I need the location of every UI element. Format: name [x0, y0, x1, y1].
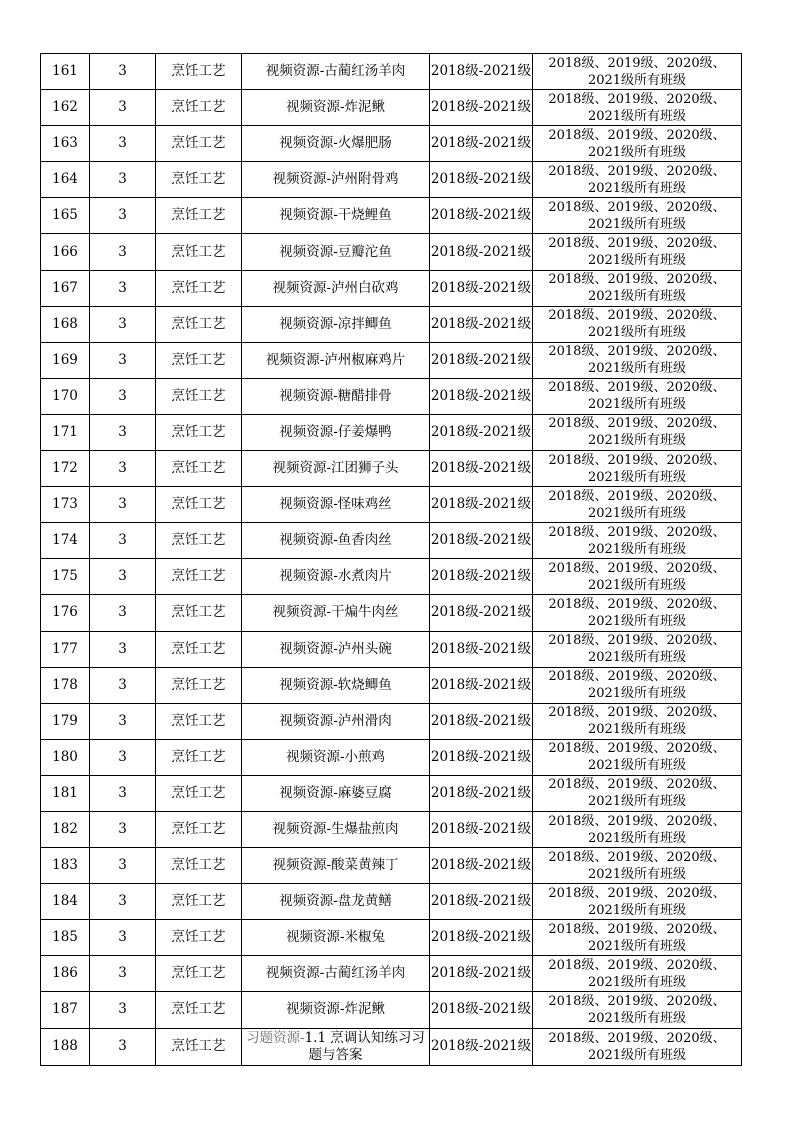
resource-name-cell: 视频资源-水煮肉片: [242, 559, 430, 595]
table-row: [41, 631, 742, 667]
classes-cell: [533, 775, 742, 811]
table-row: [41, 270, 742, 306]
classes-cell: [533, 306, 742, 342]
resource-name-cell: 视频资源-泸州附骨鸡: [242, 162, 430, 198]
table-row: [41, 992, 742, 1028]
grade-range-cell: 2018级-2021级: [430, 270, 533, 306]
classes-line-2: 2021级所有班级: [587, 1010, 687, 1026]
row-number: 181: [41, 775, 90, 811]
credit-cell: 3: [90, 414, 156, 450]
classes-cell: [533, 378, 742, 414]
classes-line-1: 2018级、2019级、2020级、: [548, 741, 726, 757]
credit-cell: 3: [90, 523, 156, 559]
classes-cell: [533, 523, 742, 559]
classes-line-2: 2021级所有班级: [587, 397, 687, 413]
classes-line-2: 2021级所有班级: [587, 289, 687, 305]
classes-line-1: 2018级、2019级、2020级、: [548, 416, 726, 432]
classes-line-2: 2021级所有班级: [587, 144, 687, 160]
row-number: 172: [41, 451, 90, 487]
classes-cell: [533, 703, 742, 739]
classes-cell: [533, 162, 742, 198]
classes-line-1: 2018级、2019级、2020级、: [548, 163, 726, 179]
row-number: 175: [41, 559, 90, 595]
grade-range-cell: 2018级-2021级: [430, 198, 533, 234]
classes-cell: [533, 956, 742, 992]
row-number: 163: [41, 126, 90, 162]
classes-cell: [533, 559, 742, 595]
course-cell: 烹饪工艺: [156, 234, 242, 270]
resource-name-cell: [242, 1028, 430, 1065]
classes-cell: [533, 90, 742, 126]
row-number: 176: [41, 595, 90, 631]
credit-cell: 3: [90, 270, 156, 306]
classes-line-2: 2021级所有班级: [587, 108, 687, 124]
resource-name-cell: 视频资源-酸菜黄辣丁: [242, 848, 430, 884]
credit-cell: 3: [90, 992, 156, 1028]
credit-cell: 3: [90, 739, 156, 775]
table-row: [41, 54, 742, 90]
classes-line-2: 2021级所有班级: [587, 216, 687, 232]
resource-name-cell: 视频资源-怪味鸡丝: [242, 487, 430, 523]
resource-name-cell: 视频资源-糖醋排骨: [242, 378, 430, 414]
course-cell: 烹饪工艺: [156, 775, 242, 811]
resource-name-cell: 视频资源-软烧鲫鱼: [242, 667, 430, 703]
classes-line-1: 2018级、2019级、2020级、: [548, 669, 726, 685]
table-row: [41, 811, 742, 847]
classes-line-2: 2021级所有班级: [587, 650, 687, 666]
grade-range-cell: 2018级-2021级: [430, 523, 533, 559]
course-cell: 烹饪工艺: [156, 90, 242, 126]
classes-cell: [533, 54, 742, 90]
classes-cell: [533, 920, 742, 956]
grade-range-cell: 2018级-2021级: [430, 631, 533, 667]
row-number: 186: [41, 956, 90, 992]
table-row: [41, 884, 742, 920]
table-row: [41, 90, 742, 126]
credit-cell: 3: [90, 667, 156, 703]
row-number: 187: [41, 992, 90, 1028]
course-cell: 烹饪工艺: [156, 306, 242, 342]
grade-range-cell: 2018级-2021级: [430, 811, 533, 847]
table-row: [41, 956, 742, 992]
row-number: 179: [41, 703, 90, 739]
grade-range-cell: 2018级-2021级: [430, 451, 533, 487]
resource-name-cell: 视频资源-泸州白砍鸡: [242, 270, 430, 306]
resource-name-cell: 视频资源-豆瓣沱鱼: [242, 234, 430, 270]
classes-line-1: 2018级、2019级、2020级、: [548, 272, 726, 288]
grade-range-cell: 2018级-2021级: [430, 378, 533, 414]
table-row: [41, 414, 742, 450]
credit-cell: 3: [90, 306, 156, 342]
classes-cell: [533, 234, 742, 270]
table-row: [41, 198, 742, 234]
course-cell: 烹饪工艺: [156, 703, 242, 739]
classes-line-2: 2021级所有班级: [587, 974, 687, 990]
row-number: 184: [41, 884, 90, 920]
classes-cell: [533, 451, 742, 487]
resource-name-cell: 视频资源-生爆盐煎肉: [242, 811, 430, 847]
classes-cell: [533, 270, 742, 306]
classes-line-2: 2021级所有班级: [587, 902, 687, 918]
resource-name-cell: 视频资源-盘龙黄鳝: [242, 884, 430, 920]
classes-line-2: 2021级所有班级: [587, 577, 687, 593]
grade-range-cell: 2018级-2021级: [430, 739, 533, 775]
classes-cell: [533, 487, 742, 523]
course-cell: 烹饪工艺: [156, 667, 242, 703]
table-row: [41, 342, 742, 378]
table-row: [41, 739, 742, 775]
classes-line-2: 2021级所有班级: [587, 938, 687, 954]
credit-cell: 3: [90, 198, 156, 234]
row-number: 161: [41, 54, 90, 90]
classes-line-1: 2018级、2019级、2020级、: [548, 308, 726, 324]
classes-line-1: 2018级、2019级、2020级、: [548, 813, 726, 829]
table-row: [41, 306, 742, 342]
resource-name-cell: 视频资源-凉拌鲫鱼: [242, 306, 430, 342]
credit-cell: 3: [90, 775, 156, 811]
row-number: 164: [41, 162, 90, 198]
grade-range-cell: 2018级-2021级: [430, 956, 533, 992]
row-number: 166: [41, 234, 90, 270]
classes-line-2: 2021级所有班级: [587, 180, 687, 196]
course-cell: 烹饪工艺: [156, 414, 242, 450]
grade-range-cell: 2018级-2021级: [430, 703, 533, 739]
resource-name-cell: 视频资源-泸州椒麻鸡片: [242, 342, 430, 378]
table-row: [41, 667, 742, 703]
classes-line-2: 2021级所有班级: [587, 469, 687, 485]
course-cell: 烹饪工艺: [156, 126, 242, 162]
course-cell: 烹饪工艺: [156, 523, 242, 559]
resource-name-cell: 视频资源-麻婆豆腐: [242, 775, 430, 811]
resource-name-cell: 视频资源-干烧鲤鱼: [242, 198, 430, 234]
grade-range-cell: 2018级-2021级: [430, 487, 533, 523]
resource-prefix: 习题资源-: [246, 1029, 305, 1046]
grade-range-cell: 2018级-2021级: [430, 595, 533, 631]
row-number: 173: [41, 487, 90, 523]
grade-range-cell: 2018级-2021级: [430, 848, 533, 884]
classes-line-1: 2018级、2019级、2020级、: [548, 91, 726, 107]
resource-name-cell: 视频资源-小煎鸡: [242, 739, 430, 775]
classes-line-1: 2018级、2019级、2020级、: [548, 488, 726, 504]
classes-cell: [533, 667, 742, 703]
resource-name-cell: 视频资源-鱼香肉丝: [242, 523, 430, 559]
course-cell: 烹饪工艺: [156, 884, 242, 920]
course-cell: 烹饪工艺: [156, 811, 242, 847]
grade-range-cell: 2018级-2021级: [430, 90, 533, 126]
resource-name-cell: 视频资源-古蔺红汤羊肉: [242, 54, 430, 90]
credit-cell: 3: [90, 956, 156, 992]
classes-cell: [533, 1028, 742, 1065]
credit-cell: 3: [90, 451, 156, 487]
classes-line-2: 2021级所有班级: [587, 361, 687, 377]
credit-cell: 3: [90, 234, 156, 270]
classes-cell: [533, 414, 742, 450]
row-number: 168: [41, 306, 90, 342]
course-cell: 烹饪工艺: [156, 956, 242, 992]
classes-line-2: 2021级所有班级: [587, 866, 687, 882]
classes-line-1: 2018级、2019级、2020级、: [548, 127, 726, 143]
classes-cell: [533, 884, 742, 920]
credit-cell: 3: [90, 487, 156, 523]
course-cell: 烹饪工艺: [156, 920, 242, 956]
row-number: 178: [41, 667, 90, 703]
classes-cell: [533, 848, 742, 884]
credit-cell: 3: [90, 162, 156, 198]
table-row: [41, 1028, 742, 1065]
grade-range-cell: 2018级-2021级: [430, 775, 533, 811]
classes-cell: [533, 631, 742, 667]
table-row: [41, 451, 742, 487]
credit-cell: 3: [90, 848, 156, 884]
classes-line-2: 2021级所有班级: [587, 325, 687, 341]
row-number: 162: [41, 90, 90, 126]
classes-line-2: 2021级所有班级: [587, 758, 687, 774]
resource-name-cell: 视频资源-炸泥鳅: [242, 992, 430, 1028]
course-cell: 烹饪工艺: [156, 559, 242, 595]
resource-name-cell: 视频资源-泸州头碗: [242, 631, 430, 667]
classes-line-1: 2018级、2019级、2020级、: [548, 957, 726, 973]
resource-table: [40, 53, 742, 1066]
credit-cell: 3: [90, 1028, 156, 1065]
classes-line-2: 2021级所有班级: [587, 253, 687, 269]
classes-line-1: 2018级、2019级、2020级、: [548, 849, 726, 865]
course-cell: 烹饪工艺: [156, 848, 242, 884]
classes-line-1: 2018级、2019级、2020级、: [548, 452, 726, 468]
classes-line-1: 2018级、2019级、2020级、: [548, 633, 726, 649]
resource-name-cell: 视频资源-古蔺红汤羊肉: [242, 956, 430, 992]
table-body: [41, 54, 742, 1066]
grade-range-cell: 2018级-2021级: [430, 54, 533, 90]
table-row: [41, 595, 742, 631]
resource-title-part-1: 1.1 烹调认知练习习: [304, 1029, 425, 1046]
classes-cell: [533, 739, 742, 775]
grade-range-cell: 2018级-2021级: [430, 559, 533, 595]
grade-range-cell: 2018级-2021级: [430, 992, 533, 1028]
resource-name-cell: 视频资源-米椒兔: [242, 920, 430, 956]
classes-line-1: 2018级、2019级、2020级、: [548, 199, 726, 215]
credit-cell: 3: [90, 920, 156, 956]
row-number: 174: [41, 523, 90, 559]
table-row: [41, 559, 742, 595]
classes-line-1: 2018级、2019级、2020级、: [548, 380, 726, 396]
row-number: 182: [41, 811, 90, 847]
classes-cell: [533, 126, 742, 162]
resource-line-2: 题与答案: [308, 1046, 363, 1063]
grade-range-cell: 2018级-2021级: [430, 414, 533, 450]
course-cell: 烹饪工艺: [156, 992, 242, 1028]
row-number: 180: [41, 739, 90, 775]
table-row: [41, 487, 742, 523]
course-cell: 烹饪工艺: [156, 451, 242, 487]
classes-cell: [533, 992, 742, 1028]
classes-cell: [533, 811, 742, 847]
classes-line-1: 2018级、2019级、2020级、: [548, 705, 726, 721]
resource-name-cell: 视频资源-干煸牛肉丝: [242, 595, 430, 631]
credit-cell: 3: [90, 595, 156, 631]
classes-line-1: 2018级、2019级、2020级、: [548, 596, 726, 612]
course-cell: 烹饪工艺: [156, 595, 242, 631]
classes-line-1: 2018级、2019级、2020级、: [548, 524, 726, 540]
classes-line-2: 2021级所有班级: [587, 505, 687, 521]
course-cell: 烹饪工艺: [156, 739, 242, 775]
classes-line-1: 2018级、2019级、2020级、: [548, 885, 726, 901]
credit-cell: 3: [90, 811, 156, 847]
classes-line-1: 2018级、2019级、2020级、: [548, 55, 726, 71]
table-row: [41, 378, 742, 414]
classes-line-1: 2018级、2019级、2020级、: [548, 921, 726, 937]
row-number: 170: [41, 378, 90, 414]
course-cell: 烹饪工艺: [156, 54, 242, 90]
credit-cell: 3: [90, 559, 156, 595]
table-row: [41, 126, 742, 162]
resource-name-cell: 视频资源-炸泥鳅: [242, 90, 430, 126]
course-cell: 烹饪工艺: [156, 1028, 242, 1065]
table-row: [41, 775, 742, 811]
grade-range-cell: 2018级-2021级: [430, 884, 533, 920]
classes-cell: [533, 342, 742, 378]
classes-line-2: 2021级所有班级: [587, 794, 687, 810]
grade-range-cell: 2018级-2021级: [430, 1028, 533, 1065]
row-number: 188: [41, 1028, 90, 1065]
classes-line-2: 2021级所有班级: [587, 433, 687, 449]
credit-cell: 3: [90, 703, 156, 739]
credit-cell: 3: [90, 342, 156, 378]
grade-range-cell: 2018级-2021级: [430, 667, 533, 703]
row-number: 185: [41, 920, 90, 956]
resource-name-cell: 视频资源-江团狮子头: [242, 451, 430, 487]
classes-cell: [533, 198, 742, 234]
credit-cell: 3: [90, 126, 156, 162]
table-row: [41, 162, 742, 198]
table-row: [41, 920, 742, 956]
table-row: [41, 848, 742, 884]
resource-line-1: [242, 1030, 429, 1047]
row-number: 171: [41, 414, 90, 450]
credit-cell: 3: [90, 631, 156, 667]
classes-line-2: 2021级所有班级: [587, 830, 687, 846]
classes-cell: [533, 595, 742, 631]
classes-line-1: 2018级、2019级、2020级、: [548, 560, 726, 576]
course-cell: 烹饪工艺: [156, 487, 242, 523]
grade-range-cell: 2018级-2021级: [430, 162, 533, 198]
classes-line-1: 2018级、2019级、2020级、: [548, 993, 726, 1009]
grade-range-cell: 2018级-2021级: [430, 234, 533, 270]
classes-line-2: 2021级所有班级: [587, 72, 687, 88]
row-number: 165: [41, 198, 90, 234]
course-cell: 烹饪工艺: [156, 631, 242, 667]
row-number: 167: [41, 270, 90, 306]
course-cell: 烹饪工艺: [156, 162, 242, 198]
row-number: 183: [41, 848, 90, 884]
classes-line-2: 2021级所有班级: [587, 1047, 687, 1063]
resource-name-cell: 视频资源-火爆肥肠: [242, 126, 430, 162]
table-row: [41, 234, 742, 270]
course-cell: 烹饪工艺: [156, 270, 242, 306]
grade-range-cell: 2018级-2021级: [430, 920, 533, 956]
grade-range-cell: 2018级-2021级: [430, 306, 533, 342]
credit-cell: 3: [90, 90, 156, 126]
row-number: 177: [41, 631, 90, 667]
row-number: 169: [41, 342, 90, 378]
classes-line-1: 2018级、2019级、2020级、: [548, 777, 726, 793]
course-cell: 烹饪工艺: [156, 378, 242, 414]
classes-line-2: 2021级所有班级: [587, 541, 687, 557]
classes-line-1: 2018级、2019级、2020级、: [548, 344, 726, 360]
resource-name-cell: 视频资源-泸州滑肉: [242, 703, 430, 739]
classes-line-1: 2018级、2019级、2020级、: [548, 236, 726, 252]
credit-cell: 3: [90, 54, 156, 90]
resource-name-cell: 视频资源-仔姜爆鸭: [242, 414, 430, 450]
course-cell: 烹饪工艺: [156, 342, 242, 378]
course-cell: 烹饪工艺: [156, 198, 242, 234]
classes-line-2: 2021级所有班级: [587, 686, 687, 702]
credit-cell: 3: [90, 884, 156, 920]
table-row: [41, 523, 742, 559]
grade-range-cell: 2018级-2021级: [430, 126, 533, 162]
classes-line-2: 2021级所有班级: [587, 722, 687, 738]
grade-range-cell: 2018级-2021级: [430, 342, 533, 378]
credit-cell: 3: [90, 378, 156, 414]
table-row: [41, 703, 742, 739]
classes-line-1: 2018级、2019级、2020级、: [548, 1030, 726, 1046]
classes-line-2: 2021级所有班级: [587, 613, 687, 629]
